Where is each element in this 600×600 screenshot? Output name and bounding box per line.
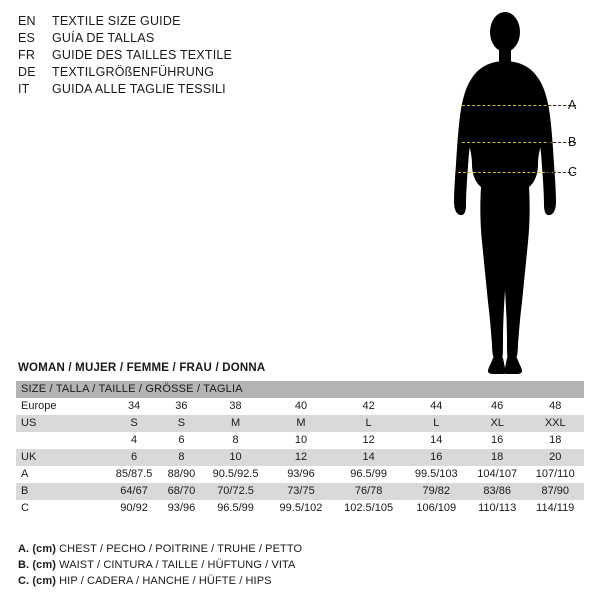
cell: 8 xyxy=(202,432,270,449)
cell: 40 xyxy=(269,398,332,415)
legend-text: WAIST / CINTURA / TAILLE / HÜFTUNG / VITA xyxy=(59,559,296,571)
cell: 44 xyxy=(405,398,468,415)
language-list xyxy=(18,14,348,99)
table-row xyxy=(16,466,584,483)
table-row xyxy=(16,449,584,466)
cell: 6 xyxy=(161,432,202,449)
legend-row xyxy=(18,541,578,557)
cell: 110/113 xyxy=(468,500,527,517)
language-code: IT xyxy=(18,82,30,96)
table-row xyxy=(16,398,584,415)
language-code: DE xyxy=(18,65,36,79)
cell: 42 xyxy=(333,398,405,415)
cell: M xyxy=(202,415,270,432)
cell: 85/87.5 xyxy=(107,466,161,483)
legend-row xyxy=(18,573,578,589)
row-label: US xyxy=(16,415,107,432)
cell: 90.5/92.5 xyxy=(202,466,270,483)
cell: 99.5/102 xyxy=(269,500,332,517)
cell: 38 xyxy=(202,398,270,415)
cell: 70/72.5 xyxy=(202,483,270,500)
cell: 14 xyxy=(405,432,468,449)
cell: 4 xyxy=(107,432,161,449)
cell: 18 xyxy=(468,449,527,466)
cell: M xyxy=(269,415,332,432)
cell: 12 xyxy=(269,449,332,466)
cell: 68/70 xyxy=(161,483,202,500)
language-title: TEXTILGRÖßENFÜHRUNG xyxy=(52,65,215,79)
cell: S xyxy=(107,415,161,432)
cell: 16 xyxy=(468,432,527,449)
cell: 102.5/105 xyxy=(333,500,405,517)
legend-key: A. (cm) xyxy=(18,543,56,555)
cell: 48 xyxy=(527,398,585,415)
cell: 88/90 xyxy=(161,466,202,483)
cell: 76/78 xyxy=(333,483,405,500)
female-silhouette-figure xyxy=(420,6,590,376)
cell: 16 xyxy=(405,449,468,466)
language-code: EN xyxy=(18,14,36,28)
language-row xyxy=(18,14,348,31)
cell: 96.5/99 xyxy=(333,466,405,483)
cell: S xyxy=(161,415,202,432)
cell: 96.5/99 xyxy=(202,500,270,517)
language-code: ES xyxy=(18,31,36,45)
table-row xyxy=(16,415,584,432)
cell: XL xyxy=(468,415,527,432)
row-label: C xyxy=(16,500,107,517)
cell: 8 xyxy=(161,449,202,466)
table-header-label: SIZE / TALLA / TAILLE / GRÖSSE / TAGLIA xyxy=(16,381,584,398)
row-label xyxy=(16,432,107,449)
cell: 10 xyxy=(269,432,332,449)
language-code: FR xyxy=(18,48,36,62)
table-row xyxy=(16,432,584,449)
cell: 106/109 xyxy=(405,500,468,517)
legend-row xyxy=(18,557,578,573)
cell: L xyxy=(333,415,405,432)
section-title: WOMAN / MUJER / FEMME / FRAU / DONNA xyxy=(18,362,266,374)
row-label: UK xyxy=(16,449,107,466)
cell: 104/107 xyxy=(468,466,527,483)
measure-label-c: C xyxy=(568,165,578,179)
row-label: B xyxy=(16,483,107,500)
cell: 79/82 xyxy=(405,483,468,500)
language-row xyxy=(18,48,348,65)
table-row xyxy=(16,483,584,500)
cell: 73/75 xyxy=(269,483,332,500)
table-row xyxy=(16,500,584,517)
cell: L xyxy=(405,415,468,432)
language-title: GUIDA ALLE TAGLIE TESSILI xyxy=(52,82,226,96)
legend-key: C. (cm) xyxy=(18,575,56,587)
language-row xyxy=(18,31,348,48)
cell: 34 xyxy=(107,398,161,415)
legend-text: HIP / CADERA / HANCHE / HÜFTE / HIPS xyxy=(59,575,272,587)
size-table xyxy=(16,381,584,517)
language-row xyxy=(18,65,348,82)
cell: 10 xyxy=(202,449,270,466)
cell: 93/96 xyxy=(269,466,332,483)
row-label: Europe xyxy=(16,398,107,415)
language-title: GUÍA DE TALLAS xyxy=(52,31,155,45)
cell: 83/86 xyxy=(468,483,527,500)
measure-label-b: B xyxy=(568,135,577,149)
cell: 14 xyxy=(333,449,405,466)
silhouette-icon xyxy=(420,6,590,376)
cell: 20 xyxy=(527,449,585,466)
legend-text: CHEST / PECHO / POITRINE / TRUHE / PETTO xyxy=(59,543,303,555)
cell: 46 xyxy=(468,398,527,415)
cell: 107/110 xyxy=(527,466,585,483)
cell: XXL xyxy=(527,415,585,432)
cell: 12 xyxy=(333,432,405,449)
cell: 87/90 xyxy=(527,483,585,500)
cell: 64/67 xyxy=(107,483,161,500)
cell: 36 xyxy=(161,398,202,415)
cell: 114/119 xyxy=(527,500,585,517)
measure-label-a: A xyxy=(568,98,577,112)
cell: 93/96 xyxy=(161,500,202,517)
language-title: GUIDE DES TAILLES TEXTILE xyxy=(52,48,233,62)
cell: 6 xyxy=(107,449,161,466)
table-header-row xyxy=(16,381,584,398)
measurement-legend xyxy=(18,541,578,589)
legend-key: B. (cm) xyxy=(18,559,56,571)
cell: 99.5/103 xyxy=(405,466,468,483)
cell: 18 xyxy=(527,432,585,449)
cell: 90/92 xyxy=(107,500,161,517)
row-label: A xyxy=(16,466,107,483)
language-row xyxy=(18,82,348,99)
language-title: TEXTILE SIZE GUIDE xyxy=(52,14,181,28)
